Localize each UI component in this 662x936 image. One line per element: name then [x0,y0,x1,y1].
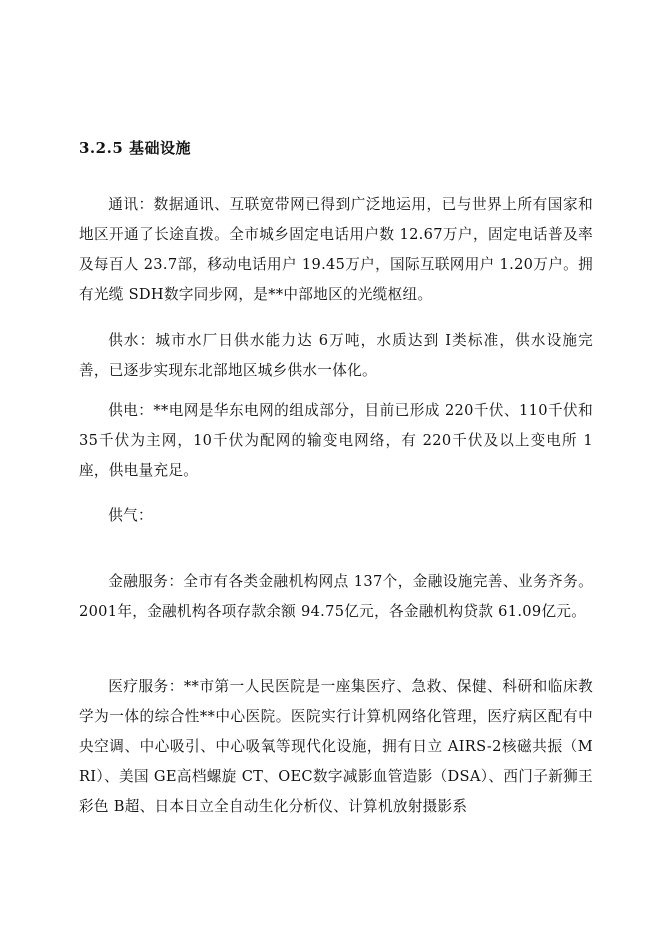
paragraph-water-supply: 供水：城市水厂日供水能力达 6万吨，水质达到 I类标准，供水设施完善，已逐步实现东北部地区城乡供水一体化。 [79,332,593,379]
paragraph-gas-supply: 供气： [108,507,153,524]
paragraph-financial-services: 金融服务：全市有各类金融机构网点 137个，金融设施完善、业务齐务。2001年，金融机构各项存款余额 94.75亿元，各金融机构贷款 61.09亿元。 [79,573,593,620]
paragraph-power-supply: 供电：**电网是华东电网的组成部分，目前已形成 220千伏、110千伏和 35千伏为主网，10千伏为配网的输变电网络，有 220千伏及以上变电所 1座，供电量充足。 [79,402,593,479]
section-heading: 3.2.5 基础设施 [79,139,191,157]
paragraph-medical-services: 医疗服务：**市第一人民医院是一座集医疗、急救、保健、科研和临床教学为一体的综合性**中心医院。医院实行计算机网络化管理，医疗病区配有中央空调、中心吸引、中心吸氧等现代化设施，拥有日立 AIRS-2核磁共振（MRI）、美国 GE高档螺旋 CT、OEC数字减影血管造影（DSA）、西门子新狮王彩色 B超、日本日立全自动生化分析仪、计算机放射摄影系 [79,678,593,815]
paragraph-communication: 通讯：数据通讯、互联宽带网已得到广泛地运用，已与世界上所有国家和地区开通了长途直拨。全市城乡固定电话用户数 12.67万户，固定电话普及率及每百人 23.7部，移动电话用户 19.45万户，国际互联网用户 1.20万户。拥有光缆 SDH数字同步网，是**中部地区的光缆枢纽。 [79,196,593,303]
